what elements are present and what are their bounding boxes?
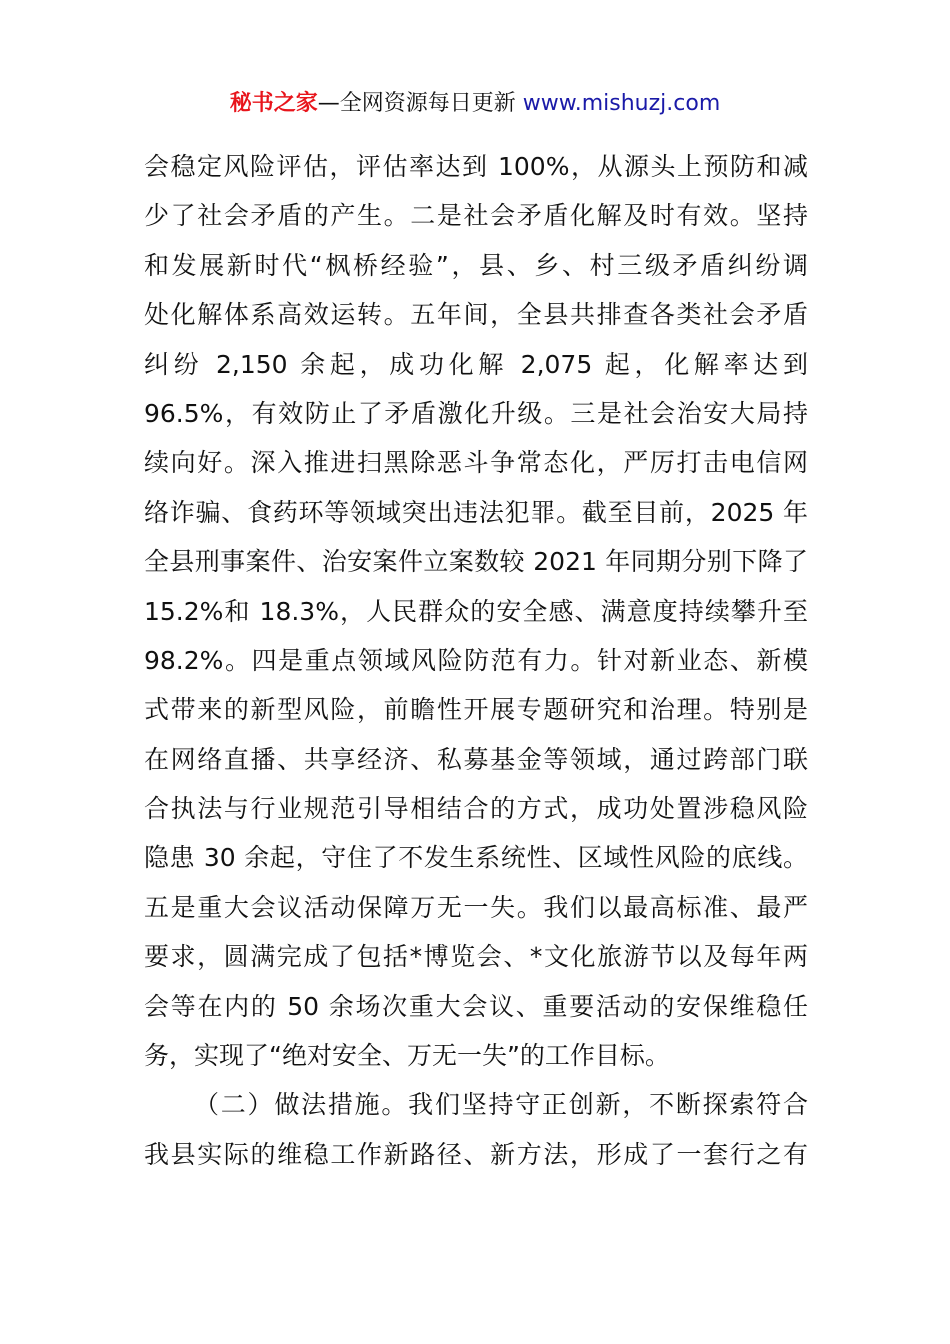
text-line: 会稳定风险评估，评估率达到 100%，从源头上预防和减 bbox=[144, 152, 808, 181]
header-slogan: —全网资源每日更新 bbox=[317, 91, 523, 116]
text-line: 全县刑事案件、治安案件立案数较 2021 年同期分别下降了 bbox=[144, 547, 808, 577]
document-header bbox=[0, 88, 950, 120]
text-line: （二）做法措施。我们坚持守正创新，不断探索符合 bbox=[194, 1090, 808, 1120]
text-line: 会等在内的 50 余场次重大会议、重要活动的安保维稳任 bbox=[144, 991, 808, 1021]
text-line: 15.2%和 18.3%，人民群众的安全感、满意度持续攀升至 bbox=[144, 596, 808, 626]
text-line: 在网络直播、共享经济、私募基金等领域，通过跨部门联 bbox=[144, 744, 808, 774]
text-line: 要求，圆满完成了包括*博览会、*文化旅游节以及每年两 bbox=[144, 942, 808, 972]
site-url-link[interactable]: www.mishuzj.com bbox=[522, 91, 721, 116]
text-line: 隐患 30 余起，守住了不发生系统性、区域性风险的底线。 bbox=[144, 843, 808, 873]
text-line: 处化解体系高效运转。五年间，全县共排查各类社会矛盾 bbox=[144, 300, 808, 330]
text-line: 少了社会矛盾的产生。二是社会矛盾化解及时有效。坚持 bbox=[144, 201, 808, 231]
text-line: 络诈骗、食药环等领域突出违法犯罪。截至目前，2025 年 bbox=[144, 497, 808, 527]
text-line: 和发展新时代“枫桥经验”，县、乡、村三级矛盾纠纷调 bbox=[144, 250, 808, 280]
text-line: 五是重大会议活动保障万无一失。我们以最高标准、最严 bbox=[144, 892, 808, 922]
text-line: 续向好。深入推进扫黑除恶斗争常态化，严厉打击电信网 bbox=[144, 448, 808, 478]
paragraph bbox=[144, 142, 808, 1080]
text-line: 务，实现了“绝对安全、万无一失”的工作目标。 bbox=[144, 1041, 670, 1071]
text-line: 纠纷 2,150 余起，成功化解 2,075 起，化解率达到 bbox=[144, 349, 808, 379]
text-line: 式带来的新型风险，前瞻性开展专题研究和治理。特别是 bbox=[144, 695, 808, 725]
text-line: 96.5%，有效防止了矛盾激化升级。三是社会治安大局持 bbox=[144, 398, 808, 428]
document-body bbox=[144, 142, 808, 1179]
paragraph bbox=[144, 1080, 808, 1179]
brand-name: 秘书之家 bbox=[229, 91, 318, 116]
text-line: 合执法与行业规范引导相结合的方式，成功处置涉稳风险 bbox=[144, 794, 808, 824]
text-line: 98.2%。四是重点领域风险防范有力。针对新业态、新模 bbox=[144, 645, 808, 675]
text-line: 我县实际的维稳工作新路径、新方法，形成了一套行之有 bbox=[144, 1139, 808, 1169]
